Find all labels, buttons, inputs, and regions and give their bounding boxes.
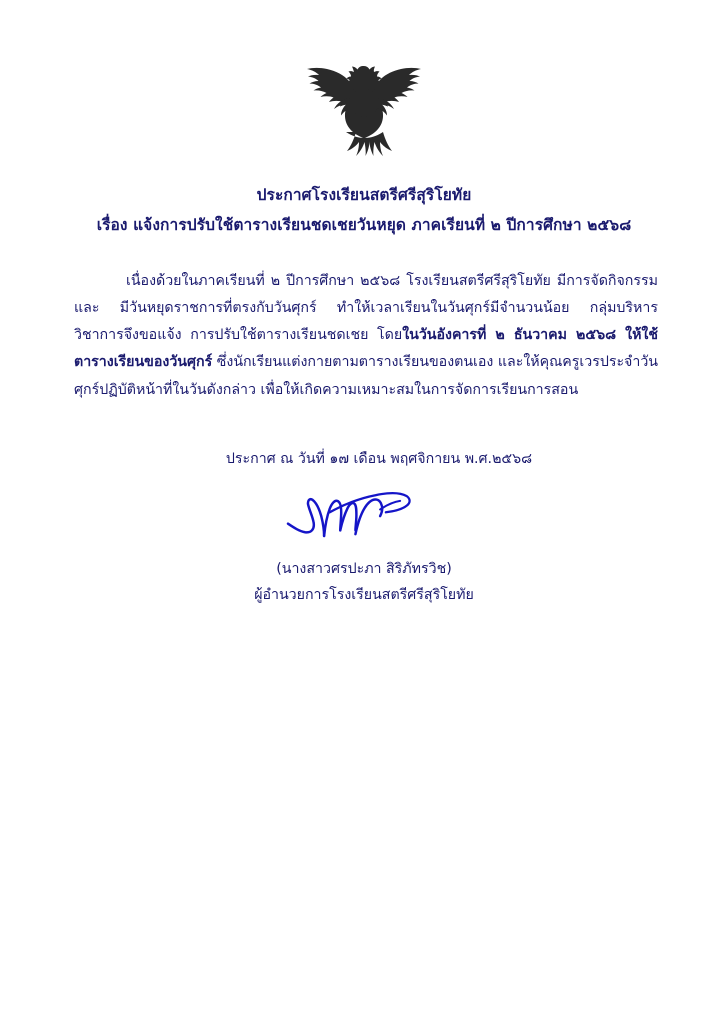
body-line-3-pre: การปรับใช้ตารางเรียนชดเชย โดย	[190, 327, 403, 344]
document-subtitle: เรื่อง แจ้งการปรับใช้ตารางเรียนชดเชยวันหยุด ภาคเรียนที่ ๒ ปีการศึกษา ๒๕๖๘	[96, 216, 632, 235]
body-line-5: เพื่อให้เกิดความเหมาะสมในการจัดการเรียนการสอน	[260, 381, 579, 398]
document-body	[56, 268, 672, 404]
document-title: ประกาศโรงเรียนสตรีศรีสุริโยทัย	[256, 186, 472, 204]
garuda-emblem	[299, 52, 429, 160]
body-line-1: เนื่องด้วยในภาคเรียนที่ ๒ ปีการศึกษา ๒๕๖๘ โรงเรียนสตรีศรีสุริโยทัย มีการจัดกิจกรรมและ	[74, 272, 658, 316]
body-line-4: ซึ่งนักเรียนแต่งกายตามตารางเรียนของตนเอง และให้คุณครูเวรประจำวันศุกร์ปฏิบัติหน้าที่ในวันดังกล่าว	[74, 354, 659, 398]
signer-name: (นางสาวศรปะภา สิริภัทรวิช)	[276, 560, 452, 577]
body-line-2: มีวันหยุดราชการที่ตรงกับวันศุกร์ ทำให้เวลาเรียนในวันศุกร์มีจำนวนน้อย กลุ่มบริหารวิชาการจึงขอแจ้ง	[74, 299, 658, 344]
signature-area	[56, 472, 672, 556]
body-line-3-emphasis: ในวันอังคารที่ ๒ ธันวาคม ๒๕๖๘ ให้ใช้ตารางเรียนของวันศุกร์	[74, 327, 658, 371]
emblem-container	[56, 52, 672, 172]
body-paragraph	[74, 268, 658, 404]
signer-block	[56, 556, 672, 609]
title-block	[56, 184, 672, 238]
handwritten-signature	[273, 478, 463, 558]
signer-position: ผู้อำนวยการโรงเรียนสตรีศรีสุริโยทัย	[254, 587, 474, 604]
announce-date: ประกาศ ณ วันที่ ๑๗ เดือน พฤศจิกายน พ.ศ.๒๕๖๘	[225, 450, 533, 467]
